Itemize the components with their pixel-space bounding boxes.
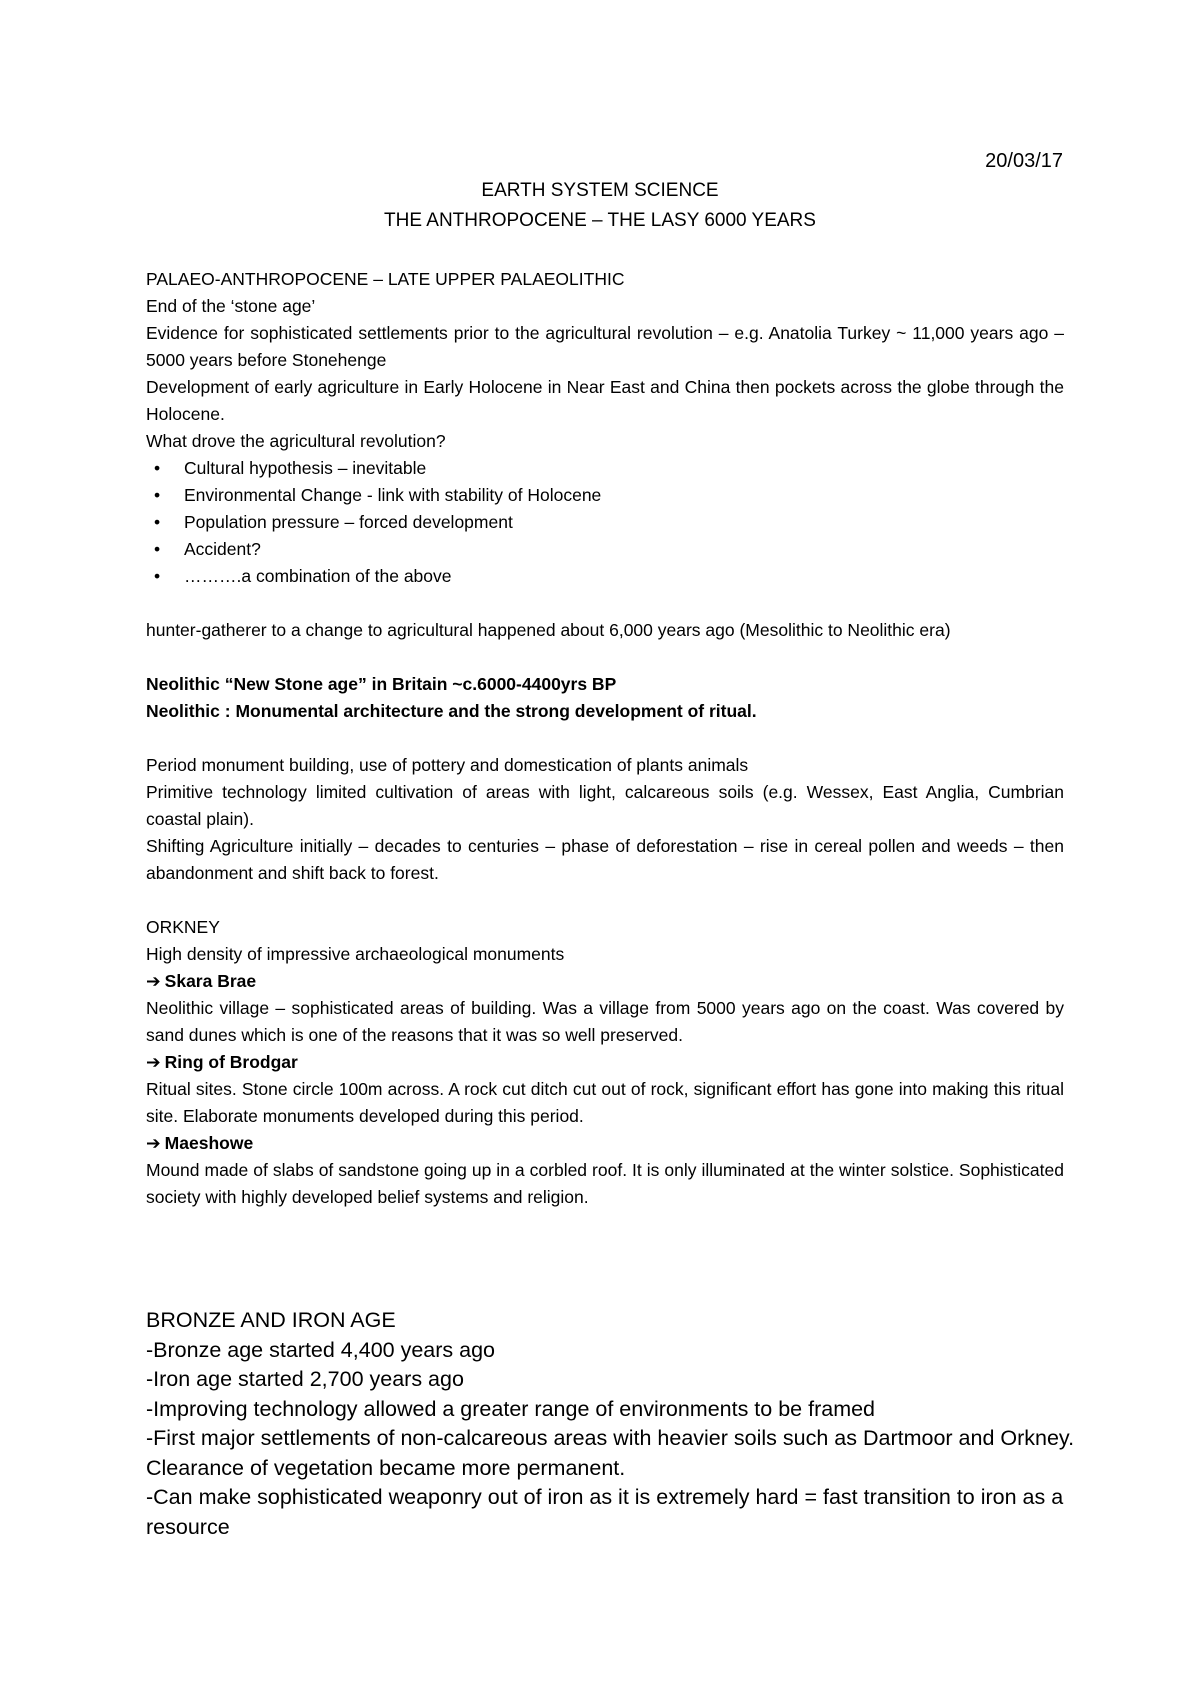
- arrow-right-icon: ➔: [146, 1133, 161, 1153]
- bullet-icon: •: [154, 458, 161, 478]
- palaeo-line-3: Development of early agriculture in Early Holocene in Near East and China then pockets across the globe through the Holocene.: [146, 377, 1064, 424]
- hypothesis-list: [146, 455, 1064, 590]
- date: 20/03/17: [985, 150, 1063, 172]
- list-item-text: Environmental Change - link with stability of Holocene: [184, 485, 602, 505]
- arrow-right-icon: ➔: [146, 1052, 161, 1072]
- orkney-heading: ORKNEY: [146, 917, 220, 937]
- list-item-text: ……….a combination of the above: [184, 566, 452, 586]
- list-item-text: Cultural hypothesis – inevitable: [184, 458, 427, 478]
- document-subtitle: THE ANTHROPOCENE – THE LASY 6000 YEARS: [384, 210, 816, 231]
- bronze-iron-section: [146, 1306, 1076, 1542]
- site-name: Maeshowe: [164, 1133, 254, 1153]
- site-heading-ring-of-brodgar: [146, 1049, 1064, 1076]
- list-item-text: Population pressure – forced development: [184, 512, 513, 532]
- orkney-intro: High density of impressive archaeological monuments: [146, 944, 565, 964]
- site-heading-skara-brae: [146, 968, 1064, 995]
- site-name: Ring of Brodgar: [164, 1052, 298, 1072]
- bronze-iron-heading: BRONZE AND IRON AGE: [146, 1308, 396, 1332]
- palaeo-question: What drove the agricultural revolution?: [146, 431, 446, 451]
- bronze-iron-line: -Improving technology allowed a greater range of environments to be framed: [146, 1396, 876, 1421]
- bullet-icon: •: [154, 485, 161, 505]
- document-title: EARTH SYSTEM SCIENCE: [481, 180, 719, 201]
- bullet-icon: •: [154, 539, 161, 559]
- list-item-text: Accident?: [184, 539, 261, 559]
- palaeo-summary: hunter-gatherer to a change to agricultural happened about 6,000 years ago (Mesolithic to Neolithic era): [146, 620, 951, 640]
- arrow-right-icon: ➔: [146, 971, 161, 991]
- bronze-iron-line: -Iron age started 2,700 years ago: [146, 1367, 464, 1391]
- palaeo-heading: PALAEO-ANTHROPOCENE – LATE UPPER PALAEOLITHIC: [146, 269, 625, 289]
- bronze-iron-line: -Can make sophisticated weaponry out of iron as it is extremely hard = fast transition to iron as a resource: [146, 1485, 1064, 1539]
- neolithic-heading: Neolithic “New Stone age” in Britain ~c.6000-4400yrs BP: [146, 674, 617, 694]
- site-name: Skara Brae: [164, 971, 257, 991]
- site-text-skara-brae: Neolithic village – sophisticated areas of building. Was a village from 5000 years ago on the coast. Was covered by sand dunes which is one of the reasons that it was so well preserved.: [146, 998, 1064, 1045]
- bullet-icon: •: [154, 566, 161, 586]
- bronze-iron-line: -First major settlements of non-calcareous areas with heavier soils such as Dartmoor and Orkney. Clearance of vegetation became more permanent.: [146, 1426, 1075, 1480]
- neolithic-paragraph-2: Primitive technology limited cultivation of areas with light, calcareous soils (e.g. Wessex, East Anglia, Cumbrian coastal plain).: [146, 782, 1064, 829]
- list-item: [146, 563, 1064, 590]
- site-text-maeshowe: Mound made of slabs of sandstone going up in a corbled roof. It is only illuminated at the winter solstice. Sophisticated society with highly developed belief systems and religion.: [146, 1160, 1064, 1207]
- list-item: [146, 509, 1064, 536]
- bullet-icon: •: [154, 512, 161, 532]
- list-item: [146, 536, 1064, 563]
- palaeo-line-1: End of the ‘stone age’: [146, 296, 316, 316]
- neolithic-subheading: Neolithic : Monumental architecture and the strong development of ritual.: [146, 701, 757, 721]
- list-item: [146, 455, 1064, 482]
- site-text-ring-of-brodgar: Ritual sites. Stone circle 100m across. A rock cut ditch cut out of rock, significant effort has gone into making this ritual site. Elaborate monuments developed during this period.: [146, 1079, 1064, 1126]
- palaeo-line-2: Evidence for sophisticated settlements prior to the agricultural revolution – e.g. Anatolia Turkey ~ 11,000 years ago – 5000 years before Stonehenge: [146, 323, 1064, 370]
- notes-body: [146, 266, 1064, 1211]
- bronze-iron-line: -Bronze age started 4,400 years ago: [146, 1337, 495, 1362]
- site-heading-maeshowe: [146, 1130, 1064, 1157]
- neolithic-paragraph-1: Period monument building, use of pottery and domestication of plants animals: [146, 755, 749, 775]
- list-item: [146, 482, 1064, 509]
- neolithic-paragraph-3: Shifting Agriculture initially – decades to centuries – phase of deforestation – rise in cereal pollen and weeds – then abandonment and shift back to forest.: [146, 836, 1064, 883]
